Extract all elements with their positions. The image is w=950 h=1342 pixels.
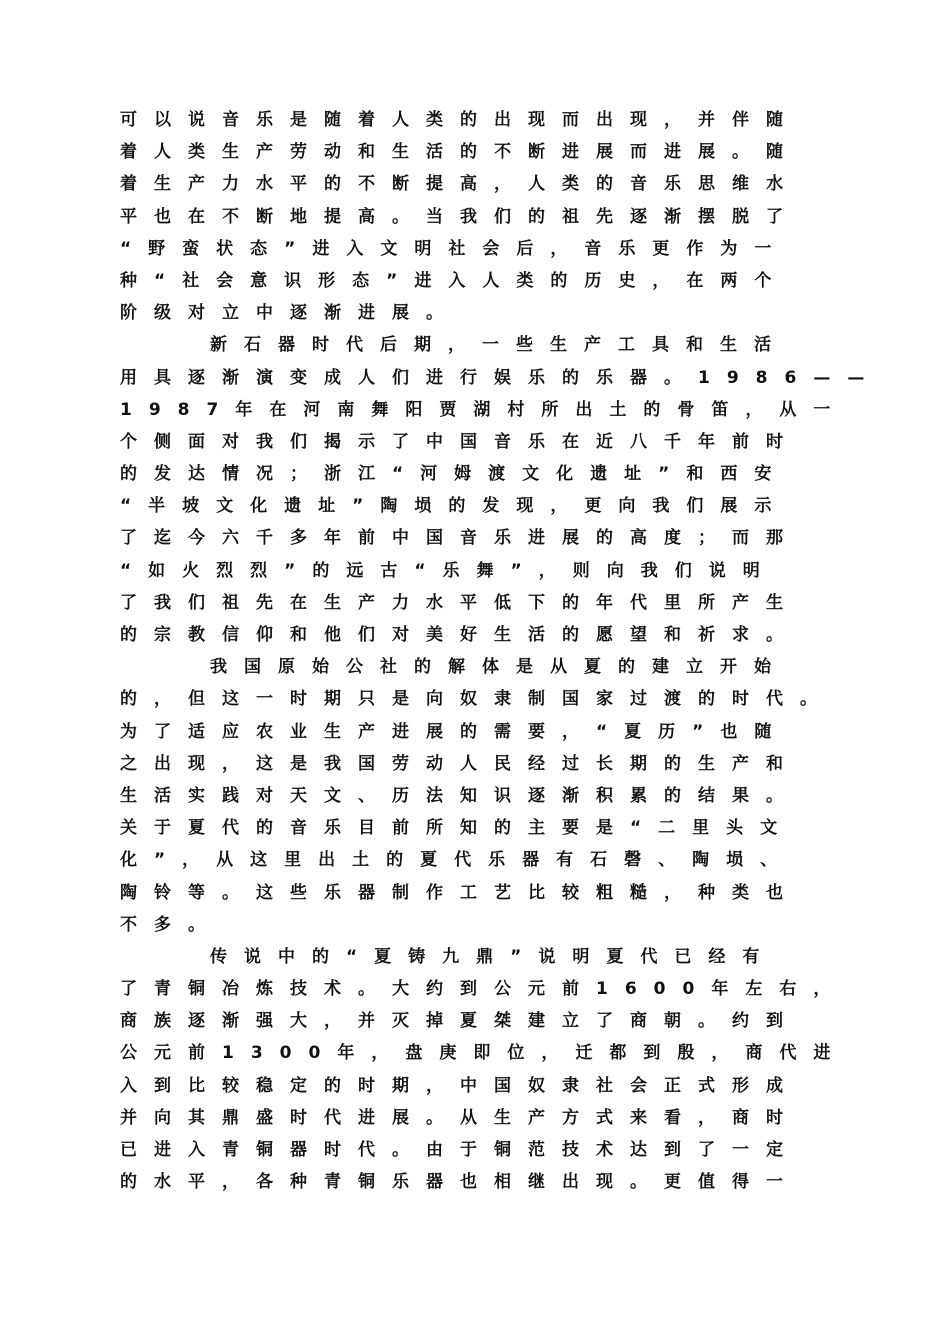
text-line: 商族逐渐强大，并灭掉夏桀建立了商朝。约到 <box>120 1011 800 1032</box>
text-line: 平也在不断地提高。当我们的祖先逐渐摆脱了 <box>120 206 800 227</box>
text-line: 1987年在河南舞阳贾湖村所出土的骨笛，从一 <box>120 399 848 420</box>
text-line: 并向其鼎盛时代进展。从生产方式来看，商时 <box>120 1107 800 1128</box>
text-line: 新石器时代后期，一些生产工具和生活 <box>210 335 788 356</box>
text-line: 的宗教信仰和他们对美好生活的愿望和祈求。 <box>120 625 800 645</box>
text-line: 不多。 <box>120 914 222 935</box>
text-line: 入到比较稳定的时期，中国奴隶社会正式形成 <box>120 1075 800 1096</box>
text-line: “野蛮状态”进入文明社会后，音乐更作为一 <box>120 238 789 259</box>
text-line: 的水平，各种青铜乐器也相继出现。更值得一 <box>120 1172 800 1193</box>
text-line: 传说中的“夏铸九鼎”说明夏代已经有 <box>210 946 777 967</box>
text-line: “如火烈烈”的远古“乐舞”，则向我们说明 <box>120 560 777 581</box>
text-line: 生活实践对天文、历法知识逐渐积累的结果。 <box>120 785 800 806</box>
text-line: 可以说音乐是随着人类的出现而出现，并伴随 <box>120 110 800 130</box>
text-line: 公元前1300年，盘庚即位，迁都到殷，商代进 <box>120 1043 848 1064</box>
text-line: “半坡文化遗址”陶埙的发现，更向我们展示 <box>120 496 789 517</box>
text-line: 个侧面对我们揭示了中国音乐在近八千年前时 <box>120 431 800 452</box>
text-line: 阶级对立中逐渐进展。 <box>120 303 460 324</box>
text-line: 种“社会意识形态”进入人类的历史，在两个 <box>120 270 789 291</box>
text-line: 之出现，这是我国劳动人民经过长期的生产和 <box>120 753 800 774</box>
text-line: 着人类生产劳动和生活的不断进展而进展。随 <box>120 142 800 163</box>
body-text <box>120 104 882 1198</box>
text-line: 了迄今六千多年前中国音乐进展的高度；而那 <box>120 528 800 549</box>
text-line: 了我们祖先在生产力水平低下的年代里所产生 <box>120 592 800 613</box>
text-line: 着生产力水平的不断提高，人类的音乐思维水 <box>120 174 800 195</box>
text-line: 关于夏代的音乐目前所知的主要是“二里头文 <box>120 818 795 839</box>
text-line: 为了适应农业生产进展的需要，“夏历”也随 <box>120 721 789 742</box>
text-line: 了青铜冶炼技术。大约到公元前1600年左右， <box>120 979 848 1000</box>
text-line: 的发达情况；浙江“河姆渡文化遗址”和西安 <box>120 464 789 485</box>
text-line: 化”，从这里出土的夏代乐器有石磬、陶埙、 <box>120 850 795 871</box>
text-line: 的，但这一时期只是向奴隶制国家过渡的时代。 <box>120 689 834 710</box>
text-line: 我国原始公社的解体是从夏的建立开始 <box>210 657 788 678</box>
text-line: 用具逐渐演变成人们进行娱乐的乐器。1986—— <box>120 367 882 388</box>
text-line: 已进入青铜器时代。由于铜范技术达到了一定 <box>120 1140 800 1160</box>
text-line: 陶铃等。这些乐器制作工艺比较粗糙，种类也 <box>120 882 800 903</box>
